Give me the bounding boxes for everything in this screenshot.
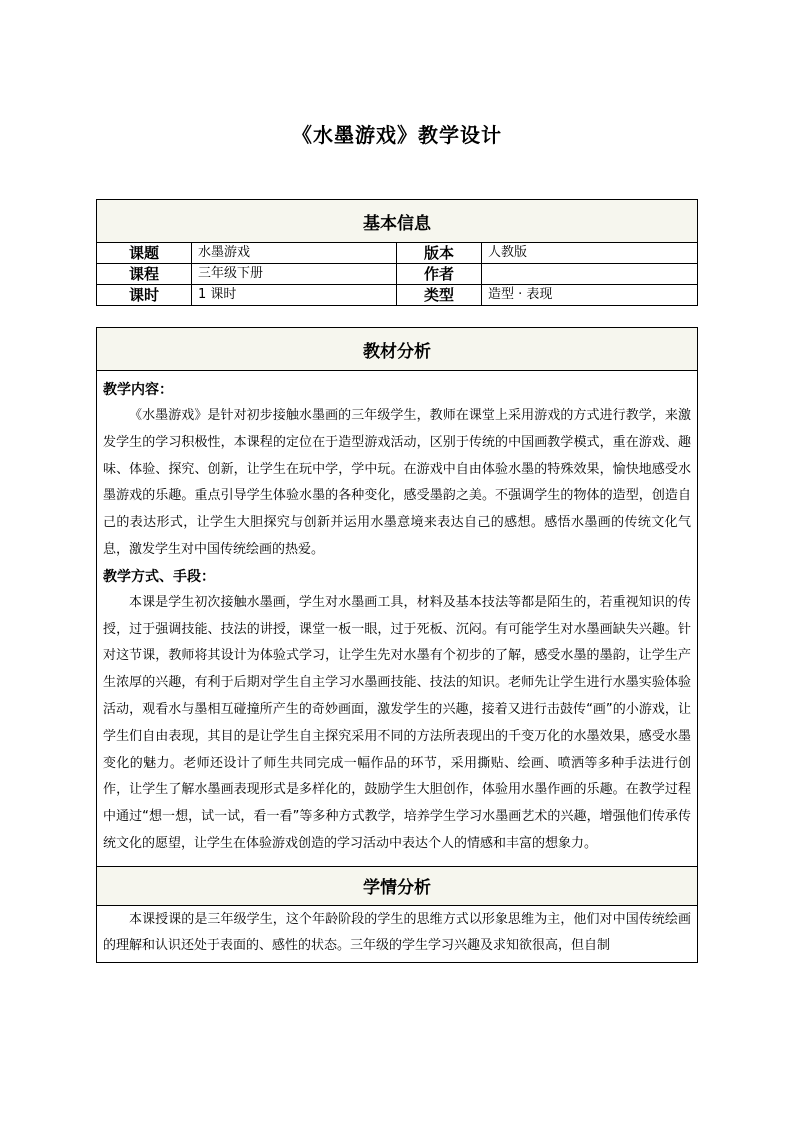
label-cell: 课题 xyxy=(97,243,192,264)
value-cell: 三年级下册 xyxy=(192,264,397,285)
value-cell: 人教版 xyxy=(482,243,698,264)
teaching-method-text: 本课是学生初次接触水墨画，学生对水墨画工具，材料及基本技法等都是陌生的，若重视知识的传授，过于强调技能、技法的讲授，课堂一板一眼，过于死板、沉闷。有可能学生对水墨画缺失兴趣。针对这节课，教师将其设计为体验式学习，让学生先对水墨有个初步的了解，感受水墨的墨韵，让学生产生浓厚的兴趣，有利于后期对学生自主学习水墨画技能、技法的知识。老师先让学生进行水墨实验体验活动，观看水与墨相互碰撞所产生的奇妙画面，激发学生的兴趣，接着又进行击鼓传“画”的小游戏，让学生们自由表现，其目的是让学生自主探究采用不同的方法所表现出的千变万化的水墨效果，感受水墨变化的魅力。老师还设计了师生共同完成一幅作品的环节，采用撕贴、绘画、喷洒等多种手法进行创作，让学生了解水墨画表现形式是多样化的，鼓励学生大胆创作，体验用水墨作画的乐趣。在教学过程中通过“想一想，试一试，看一看”等多种方式教学，培养学生学习水墨画艺术的兴趣，增强他们传承传统文化的愿望，让学生在体验游戏创造的学习活动中表达个人的情感和丰富的想象力。 xyxy=(103,594,691,851)
value-cell: 水墨游戏 xyxy=(192,243,397,264)
table-row xyxy=(97,264,698,285)
teaching-content-title: 教学内容： xyxy=(103,382,173,398)
basic-info-table xyxy=(96,199,698,306)
value-cell: 1 课时 xyxy=(192,285,397,306)
learner-analysis-text: 本课授课的是三年级学生，这个年龄阶段的学生的思维方式以形象思维为主，他们对中国传统绘画的理解和认识还处于表面的、感性的状态。三年级的学生学习兴趣及求知欲很高，但自制 xyxy=(103,911,691,954)
learner-analysis-body xyxy=(97,905,698,962)
label-cell: 版本 xyxy=(397,243,482,264)
table-row xyxy=(97,285,698,306)
teaching-content-text: 《水墨游戏》是针对初步接触水墨画的三年级学生，教师在课堂上采用游戏的方式进行教学，来激发学生的学习积极性，本课程的定位在于造型游戏活动，区别于传统的中国画教学模式，重在游戏、趣味、体验、探究、创新，让学生在玩中学，学中玩。在游戏中自由体验水墨的特殊效果，愉快地感受水墨游戏的乐趣。重点引导学生体验水墨的各种变化，感受墨韵之美。不强调学生的物体的造型，创造自己的表达形式，让学生大胆探究与创新并运用水墨意境来表达自己的感想。感悟水墨画的传统文化气息，激发学生对中国传统绘画的热爱。 xyxy=(103,408,691,557)
label-cell: 课程 xyxy=(97,264,192,285)
document-title: 《水墨游戏》教学设计 xyxy=(292,123,502,147)
value-cell xyxy=(482,264,698,285)
analysis-table xyxy=(96,327,698,963)
label-cell: 类型 xyxy=(397,285,482,306)
material-analysis-body xyxy=(97,371,698,867)
label-cell: 课时 xyxy=(97,285,192,306)
table-row xyxy=(97,243,698,264)
label-cell: 作者 xyxy=(397,264,482,285)
teaching-method-title: 教学方式、手段： xyxy=(103,568,215,585)
basic-info-heading: 基本信息 xyxy=(97,200,698,243)
value-cell: 造型 · 表现 xyxy=(482,285,698,306)
material-analysis-heading: 教材分析 xyxy=(97,328,698,371)
learner-analysis-heading: 学情分析 xyxy=(97,866,698,905)
